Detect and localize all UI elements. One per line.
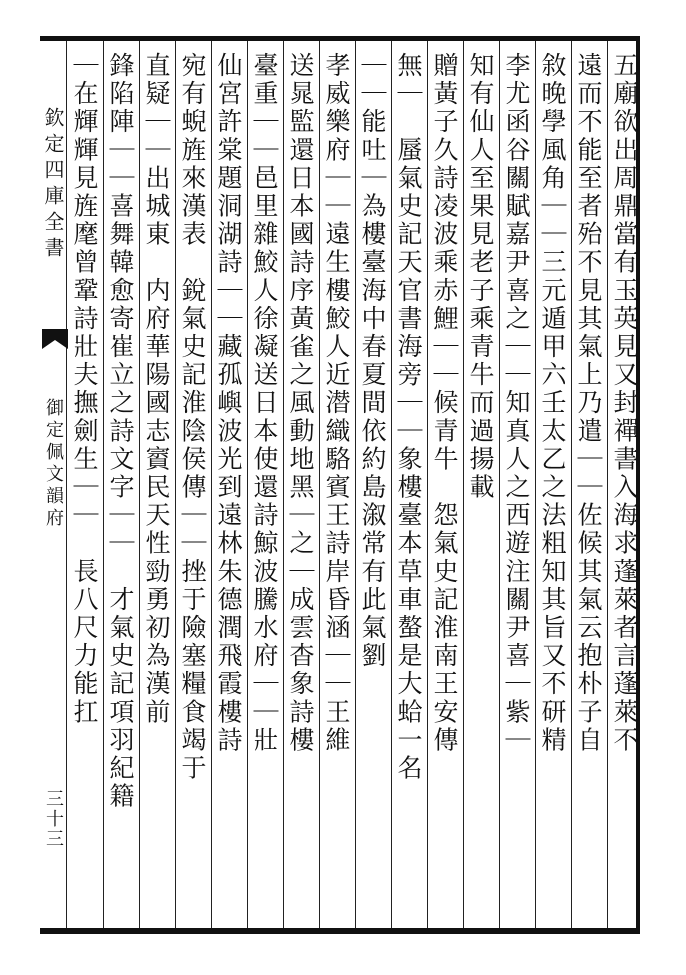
folio-number: 三十三 bbox=[43, 789, 64, 849]
text-column-10: 送晁監還日本國詩序黃雀之風動地黑｜之｜成雲杳象詩樓 bbox=[286, 52, 315, 755]
text-column-13: 宛有蜺旌來漢表 銳氣史記淮陰侯傳｜｜挫于險塞糧食竭于 bbox=[178, 52, 207, 783]
text-column-3: 敘晚學風角｜｜三元遁甲六壬太乙之法粗知其旨又不研精 bbox=[538, 52, 567, 755]
bottom-border-rule bbox=[40, 928, 640, 934]
text-column-1: 五廟欲出周鼎當有玉英見又封禪書入海求蓬萊者言蓬萊不 bbox=[610, 52, 639, 755]
fascicle-title: 御定佩文韻府 bbox=[43, 398, 64, 530]
text-column-7: 無｜ 蜃氣史記天官書海旁｜｜象樓臺本草車螯是大蛤一名 bbox=[394, 52, 423, 783]
fishtail-mark bbox=[42, 329, 68, 349]
text-column-6: 贈黃子久詩凌波乘赤鯉｜｜候青牛 怨氣史記淮南王安傳 bbox=[430, 52, 459, 755]
text-column-5: 知有仙人至果見老子乘青牛而過揚載 bbox=[466, 52, 495, 502]
text-column-12: 仙宮許棠題洞湖詩｜｜藏孤嶼波光到遠林朱德潤飛霞樓詩 bbox=[214, 52, 243, 755]
text-column-4: 李尤函谷關賦嘉尹喜之｜｜知真人之西遊注關尹喜｜紫｜ bbox=[502, 52, 531, 755]
book-title: 欽定四庫全書 bbox=[41, 107, 65, 263]
page-margin-strip bbox=[40, 41, 66, 928]
top-border-rule bbox=[40, 36, 640, 41]
text-column-11: 臺重｜｜邑里雜鮫人徐凝送日本使還詩鯨波騰水府｜｜壯 bbox=[250, 52, 279, 755]
text-column-15: 鋒陷陣｜｜喜舞韓愈寄崔立之詩文字｜｜ 才氣史記項羽紀籍 bbox=[106, 52, 135, 811]
text-column-8: ｜｜能吐｜為樓臺海中春夏間依約島溆常有此氣劉 bbox=[358, 52, 387, 671]
text-column-16: ｜在輝輝見旌麾曾鞏詩壯夫撫劍生｜｜ 長八尺力能扛 bbox=[70, 52, 99, 727]
text-column-9: 孝威樂府｜｜遠生樓鮫人近潜織駱賓王詩岸昏涵｜｜王維 bbox=[322, 52, 351, 755]
text-column-14: 直疑｜｜出城東 内府華陽國志賨民天性勁勇初為漢前 bbox=[142, 52, 171, 727]
text-column-2: 遠而不能至者殆不見其氣上乃遣｜｜佐候其氣云抱朴子自 bbox=[574, 52, 603, 755]
